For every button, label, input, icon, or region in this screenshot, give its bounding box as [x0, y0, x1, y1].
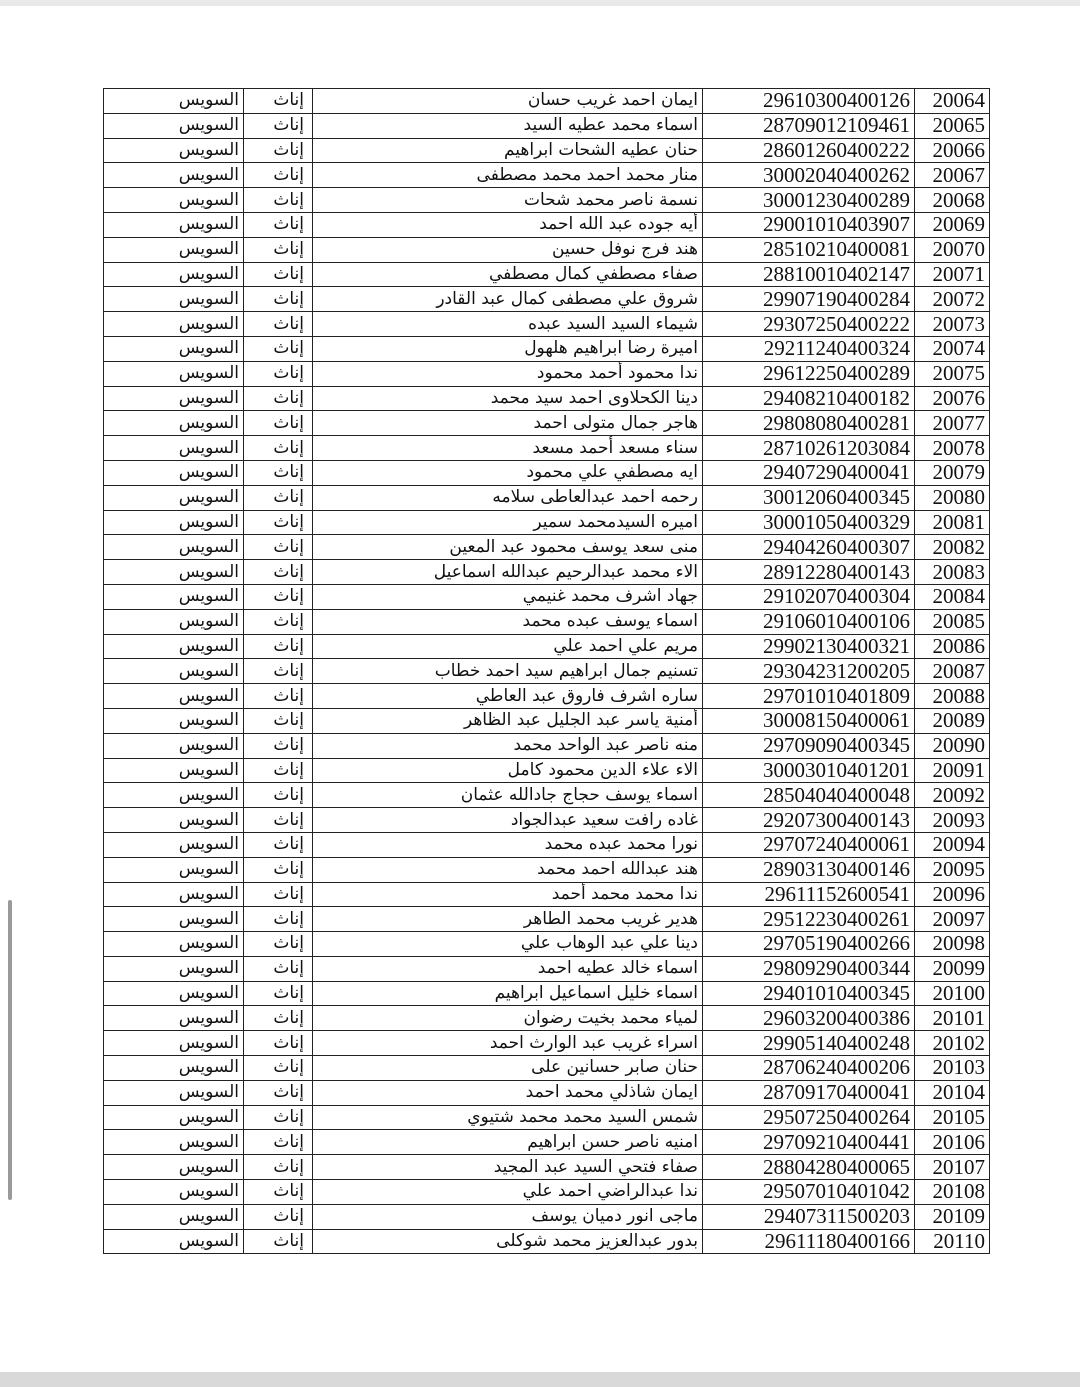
gender-cell: إناث — [244, 1056, 313, 1081]
serial-cell: 20065 — [915, 113, 990, 138]
name-cell: هاجر جمال متولى احمد — [313, 411, 703, 436]
city-cell: السويس — [104, 808, 244, 833]
serial-cell: 20082 — [915, 535, 990, 560]
gender-cell: إناث — [244, 1155, 313, 1180]
city-cell: السويس — [104, 659, 244, 684]
table-row — [104, 684, 990, 709]
national-id-cell: 29709210400441 — [703, 1130, 915, 1155]
city-cell: السويس — [104, 684, 244, 709]
name-cell: منه ناصر عبد الواحد محمد — [313, 733, 703, 758]
serial-cell: 20100 — [915, 981, 990, 1006]
gender-cell: إناث — [244, 535, 313, 560]
name-cell: ايمان شاذلي محمد احمد — [313, 1080, 703, 1105]
city-cell: السويس — [104, 584, 244, 609]
table-row — [104, 1105, 990, 1130]
city-cell: السويس — [104, 1155, 244, 1180]
serial-cell: 20099 — [915, 956, 990, 981]
name-cell: اسماء خليل اسماعيل ابراهيم — [313, 981, 703, 1006]
name-cell: حنان صابر حسانين على — [313, 1056, 703, 1081]
name-cell: اسماء يوسف عبده محمد — [313, 609, 703, 634]
national-id-cell: 28504040400048 — [703, 783, 915, 808]
name-cell: لمياء محمد بخيت رضوان — [313, 1006, 703, 1031]
city-cell: السويس — [104, 485, 244, 510]
name-cell: هند فرج نوفل حسين — [313, 237, 703, 262]
name-cell: هند عبدالله احمد محمد — [313, 857, 703, 882]
name-cell: ساره اشرف فاروق عبد العاطي — [313, 684, 703, 709]
serial-cell: 20081 — [915, 510, 990, 535]
serial-cell: 20090 — [915, 733, 990, 758]
serial-cell: 20092 — [915, 783, 990, 808]
city-cell: السويس — [104, 907, 244, 932]
table-row — [104, 584, 990, 609]
table-row — [104, 882, 990, 907]
name-cell: نسمة ناصر محمد شحات — [313, 188, 703, 213]
serial-cell: 20077 — [915, 411, 990, 436]
gender-cell: إناث — [244, 1229, 313, 1254]
table-row — [104, 212, 990, 237]
table-row — [104, 485, 990, 510]
city-cell: السويس — [104, 932, 244, 957]
city-cell: السويس — [104, 460, 244, 485]
national-id-cell: 28709170400041 — [703, 1080, 915, 1105]
gender-cell: إناث — [244, 188, 313, 213]
serial-cell: 20102 — [915, 1031, 990, 1056]
national-id-cell: 29701010401809 — [703, 684, 915, 709]
gender-cell: إناث — [244, 411, 313, 436]
national-id-cell: 28601260400222 — [703, 138, 915, 163]
name-cell: صفاء فتحي السيد عبد المجيد — [313, 1155, 703, 1180]
city-cell: السويس — [104, 1006, 244, 1031]
serial-cell: 20103 — [915, 1056, 990, 1081]
city-cell: السويس — [104, 287, 244, 312]
table-row — [104, 560, 990, 585]
national-id-cell: 29611152600541 — [703, 882, 915, 907]
name-cell: بدور عبدالعزيز محمد شوكلى — [313, 1229, 703, 1254]
city-cell: السويس — [104, 857, 244, 882]
serial-cell: 20067 — [915, 163, 990, 188]
city-cell: السويس — [104, 1204, 244, 1229]
city-cell: السويس — [104, 312, 244, 337]
serial-cell: 20064 — [915, 89, 990, 114]
name-cell: حنان عطيه الشحات ابراهيم — [313, 138, 703, 163]
table-row — [104, 460, 990, 485]
city-cell: السويس — [104, 783, 244, 808]
gender-cell: إناث — [244, 237, 313, 262]
table-row — [104, 89, 990, 114]
serial-cell: 20098 — [915, 932, 990, 957]
gender-cell: إناث — [244, 460, 313, 485]
city-cell: السويس — [104, 113, 244, 138]
serial-cell: 20106 — [915, 1130, 990, 1155]
table-row — [104, 138, 990, 163]
gender-cell: إناث — [244, 907, 313, 932]
serial-cell: 20095 — [915, 857, 990, 882]
national-id-cell: 29304231200205 — [703, 659, 915, 684]
national-id-cell: 29907190400284 — [703, 287, 915, 312]
city-cell: السويس — [104, 212, 244, 237]
table-row — [104, 336, 990, 361]
table-row — [104, 708, 990, 733]
gender-cell: إناث — [244, 684, 313, 709]
city-cell: السويس — [104, 956, 244, 981]
table-row — [104, 1080, 990, 1105]
national-id-cell: 28804280400065 — [703, 1155, 915, 1180]
gender-cell: إناث — [244, 560, 313, 585]
name-cell: اميرة رضا ابراهيم هلهول — [313, 336, 703, 361]
name-cell: ندا محمد محمد أحمد — [313, 882, 703, 907]
gender-cell: إناث — [244, 758, 313, 783]
table-row — [104, 609, 990, 634]
table-row — [104, 659, 990, 684]
gender-cell: إناث — [244, 510, 313, 535]
serial-cell: 20073 — [915, 312, 990, 337]
national-id-cell: 29707240400061 — [703, 832, 915, 857]
city-cell: السويس — [104, 758, 244, 783]
name-cell: امنيه ناصر حسن ابراهيم — [313, 1130, 703, 1155]
national-id-cell: 29407311500203 — [703, 1204, 915, 1229]
gender-cell: إناث — [244, 386, 313, 411]
name-cell: مريم علي احمد علي — [313, 634, 703, 659]
national-id-cell: 29211240400324 — [703, 336, 915, 361]
national-id-cell: 29001010403907 — [703, 212, 915, 237]
serial-cell: 20068 — [915, 188, 990, 213]
gender-cell: إناث — [244, 634, 313, 659]
national-id-cell: 28709012109461 — [703, 113, 915, 138]
city-cell: السويس — [104, 832, 244, 857]
national-id-cell: 30012060400345 — [703, 485, 915, 510]
name-cell: دينا الكحلاوى احمد سيد محمد — [313, 386, 703, 411]
city-cell: السويس — [104, 1056, 244, 1081]
serial-cell: 20075 — [915, 361, 990, 386]
serial-cell: 20094 — [915, 832, 990, 857]
gender-cell: إناث — [244, 361, 313, 386]
national-id-cell: 28912280400143 — [703, 560, 915, 585]
table-row — [104, 535, 990, 560]
gender-cell: إناث — [244, 832, 313, 857]
city-cell: السويس — [104, 733, 244, 758]
gender-cell: إناث — [244, 1080, 313, 1105]
table-row — [104, 1204, 990, 1229]
serial-cell: 20086 — [915, 634, 990, 659]
serial-cell: 20105 — [915, 1105, 990, 1130]
national-id-cell: 30008150400061 — [703, 708, 915, 733]
national-id-cell: 28706240400206 — [703, 1056, 915, 1081]
table-row — [104, 113, 990, 138]
national-id-cell: 30001050400329 — [703, 510, 915, 535]
city-cell: السويس — [104, 386, 244, 411]
city-cell: السويس — [104, 535, 244, 560]
table-row — [104, 386, 990, 411]
table-row — [104, 1180, 990, 1205]
national-id-cell: 29610300400126 — [703, 89, 915, 114]
national-id-cell: 29401010400345 — [703, 981, 915, 1006]
name-cell: الاء علاء الدين محمود كامل — [313, 758, 703, 783]
national-id-cell: 29102070400304 — [703, 584, 915, 609]
serial-cell: 20089 — [915, 708, 990, 733]
table-row — [104, 411, 990, 436]
gender-cell: إناث — [244, 262, 313, 287]
name-cell: اسماء محمد عطيه السيد — [313, 113, 703, 138]
city-cell: السويس — [104, 163, 244, 188]
table-row — [104, 783, 990, 808]
national-id-cell: 29207300400143 — [703, 808, 915, 833]
gender-cell: إناث — [244, 808, 313, 833]
name-cell: اسماء يوسف حجاج جادالله عثمان — [313, 783, 703, 808]
national-id-cell: 29808080400281 — [703, 411, 915, 436]
serial-cell: 20091 — [915, 758, 990, 783]
city-cell: السويس — [104, 1080, 244, 1105]
table-row — [104, 808, 990, 833]
table-row — [104, 832, 990, 857]
serial-cell: 20079 — [915, 460, 990, 485]
serial-cell: 20088 — [915, 684, 990, 709]
serial-cell: 20074 — [915, 336, 990, 361]
serial-cell: 20084 — [915, 584, 990, 609]
table-row — [104, 1031, 990, 1056]
national-id-cell: 29603200400386 — [703, 1006, 915, 1031]
national-id-cell: 29809290400344 — [703, 956, 915, 981]
gender-cell: إناث — [244, 584, 313, 609]
serial-cell: 20076 — [915, 386, 990, 411]
bottom-edge — [0, 1372, 1080, 1387]
gender-cell: إناث — [244, 783, 313, 808]
table-row — [104, 956, 990, 981]
city-cell: السويس — [104, 188, 244, 213]
city-cell: السويس — [104, 1130, 244, 1155]
national-id-cell: 29106010400106 — [703, 609, 915, 634]
table-row — [104, 436, 990, 461]
name-cell: ايه مصطفي علي محمود — [313, 460, 703, 485]
national-id-cell: 29512230400261 — [703, 907, 915, 932]
table-row — [104, 287, 990, 312]
national-id-cell: 28810010402147 — [703, 262, 915, 287]
gender-cell: إناث — [244, 113, 313, 138]
name-cell: ندا محمود أحمد محمود — [313, 361, 703, 386]
table-row — [104, 510, 990, 535]
gender-cell: إناث — [244, 882, 313, 907]
serial-cell: 20072 — [915, 287, 990, 312]
gender-cell: إناث — [244, 956, 313, 981]
national-id-cell: 29507250400264 — [703, 1105, 915, 1130]
city-cell: السويس — [104, 1105, 244, 1130]
table-row — [104, 907, 990, 932]
serial-cell: 20096 — [915, 882, 990, 907]
table-row — [104, 1006, 990, 1031]
gender-cell: إناث — [244, 89, 313, 114]
serial-cell: 20083 — [915, 560, 990, 585]
name-cell: صفاء مصطفي كمال مصطفي — [313, 262, 703, 287]
gender-cell: إناث — [244, 1204, 313, 1229]
gender-cell: إناث — [244, 733, 313, 758]
name-cell: رحمه احمد عبدالعاطى سلامه — [313, 485, 703, 510]
serial-cell: 20070 — [915, 237, 990, 262]
table-row — [104, 312, 990, 337]
city-cell: السويس — [104, 336, 244, 361]
national-id-cell: 29705190400266 — [703, 932, 915, 957]
name-cell: الاء محمد عبدالرحيم عبدالله اسماعيل — [313, 560, 703, 585]
national-id-cell: 29407290400041 — [703, 460, 915, 485]
name-cell: نورا محمد عبده محمد — [313, 832, 703, 857]
gender-cell: إناث — [244, 857, 313, 882]
gender-cell: إناث — [244, 138, 313, 163]
national-id-cell: 29408210400182 — [703, 386, 915, 411]
national-id-cell: 29507010401042 — [703, 1180, 915, 1205]
gender-cell: إناث — [244, 1031, 313, 1056]
national-id-cell: 30001230400289 — [703, 188, 915, 213]
gender-cell: إناث — [244, 1105, 313, 1130]
serial-cell: 20109 — [915, 1204, 990, 1229]
gender-cell: إناث — [244, 436, 313, 461]
gender-cell: إناث — [244, 932, 313, 957]
gender-cell: إناث — [244, 212, 313, 237]
national-id-cell: 29905140400248 — [703, 1031, 915, 1056]
name-cell: تسنيم جمال ابراهيم سيد احمد خطاب — [313, 659, 703, 684]
city-cell: السويس — [104, 1180, 244, 1205]
serial-cell: 20080 — [915, 485, 990, 510]
city-cell: السويس — [104, 1031, 244, 1056]
serial-cell: 20093 — [915, 808, 990, 833]
city-cell: السويس — [104, 981, 244, 1006]
national-id-cell: 28710261203084 — [703, 436, 915, 461]
name-cell: أيه جوده عبد الله احمد — [313, 212, 703, 237]
table-row — [104, 237, 990, 262]
name-cell: اسراء غريب عبد الوارث احمد — [313, 1031, 703, 1056]
gender-cell: إناث — [244, 659, 313, 684]
serial-cell: 20071 — [915, 262, 990, 287]
table-row — [104, 1056, 990, 1081]
national-id-cell: 29902130400321 — [703, 634, 915, 659]
table-row — [104, 932, 990, 957]
national-id-cell: 30003010401201 — [703, 758, 915, 783]
city-cell: السويس — [104, 138, 244, 163]
name-cell: منى سعد يوسف محمود عبد المعين — [313, 535, 703, 560]
serial-cell: 20085 — [915, 609, 990, 634]
serial-cell: 20066 — [915, 138, 990, 163]
city-cell: السويس — [104, 510, 244, 535]
name-cell: سناء مسعد أحمد مسعد — [313, 436, 703, 461]
serial-cell: 20097 — [915, 907, 990, 932]
gender-cell: إناث — [244, 981, 313, 1006]
name-cell: شروق علي مصطفى كمال عبد القادر — [313, 287, 703, 312]
national-id-cell: 29307250400222 — [703, 312, 915, 337]
national-id-cell: 30002040400262 — [703, 163, 915, 188]
gender-cell: إناث — [244, 287, 313, 312]
city-cell: السويس — [104, 882, 244, 907]
city-cell: السويس — [104, 560, 244, 585]
name-cell: هدير غريب محمد الطاهر — [313, 907, 703, 932]
table-row — [104, 1155, 990, 1180]
table-row — [104, 1229, 990, 1254]
city-cell: السويس — [104, 262, 244, 287]
table-row — [104, 262, 990, 287]
name-cell: منار محمد احمد محمد مصطفى — [313, 163, 703, 188]
national-id-cell: 28510210400081 — [703, 237, 915, 262]
national-id-cell: 29612250400289 — [703, 361, 915, 386]
national-id-cell: 29611180400166 — [703, 1229, 915, 1254]
name-cell: شيماء السيد السيد عبده — [313, 312, 703, 337]
gender-cell: إناث — [244, 708, 313, 733]
name-cell: اسماء خالد عطيه احمد — [313, 956, 703, 981]
city-cell: السويس — [104, 634, 244, 659]
name-cell: جهاد اشرف محمد غنيمي — [313, 584, 703, 609]
table-row — [104, 1130, 990, 1155]
table-row — [104, 361, 990, 386]
national-id-cell: 29709090400345 — [703, 733, 915, 758]
serial-cell: 20107 — [915, 1155, 990, 1180]
serial-cell: 20104 — [915, 1080, 990, 1105]
table-row — [104, 163, 990, 188]
gender-cell: إناث — [244, 1130, 313, 1155]
name-cell: غاده رافت سعيد عبدالجواد — [313, 808, 703, 833]
gender-cell: إناث — [244, 163, 313, 188]
table-row — [104, 188, 990, 213]
national-id-cell: 28903130400146 — [703, 857, 915, 882]
table-row — [104, 758, 990, 783]
serial-cell: 20078 — [915, 436, 990, 461]
serial-cell: 20087 — [915, 659, 990, 684]
gender-cell: إناث — [244, 312, 313, 337]
serial-cell: 20108 — [915, 1180, 990, 1205]
city-cell: السويس — [104, 609, 244, 634]
gender-cell: إناث — [244, 609, 313, 634]
name-cell: دينا علي عبد الوهاب علي — [313, 932, 703, 957]
table-row — [104, 981, 990, 1006]
name-cell: ايمان احمد غريب حسان — [313, 89, 703, 114]
serial-cell: 20069 — [915, 212, 990, 237]
city-cell: السويس — [104, 361, 244, 386]
top-edge — [0, 0, 1080, 6]
city-cell: السويس — [104, 436, 244, 461]
gender-cell: إناث — [244, 336, 313, 361]
city-cell: السويس — [104, 1229, 244, 1254]
table-row — [104, 733, 990, 758]
national-id-cell: 29404260400307 — [703, 535, 915, 560]
scrollbar[interactable] — [8, 900, 12, 1200]
city-cell: السويس — [104, 89, 244, 114]
names-table — [103, 88, 990, 1254]
gender-cell: إناث — [244, 485, 313, 510]
name-cell: اميره السيدمحمد سمير — [313, 510, 703, 535]
table-row — [104, 634, 990, 659]
city-cell: السويس — [104, 237, 244, 262]
city-cell: السويس — [104, 411, 244, 436]
gender-cell: إناث — [244, 1006, 313, 1031]
gender-cell: إناث — [244, 1180, 313, 1205]
serial-cell: 20110 — [915, 1229, 990, 1254]
name-cell: أمنية ياسر عبد الجليل عبد الظاهر — [313, 708, 703, 733]
name-cell: ماجى انور دميان يوسف — [313, 1204, 703, 1229]
city-cell: السويس — [104, 708, 244, 733]
name-cell: شمس السيد محمد محمد شتيوي — [313, 1105, 703, 1130]
table-row — [104, 857, 990, 882]
name-cell: ندا عبدالراضي احمد علي — [313, 1180, 703, 1205]
serial-cell: 20101 — [915, 1006, 990, 1031]
